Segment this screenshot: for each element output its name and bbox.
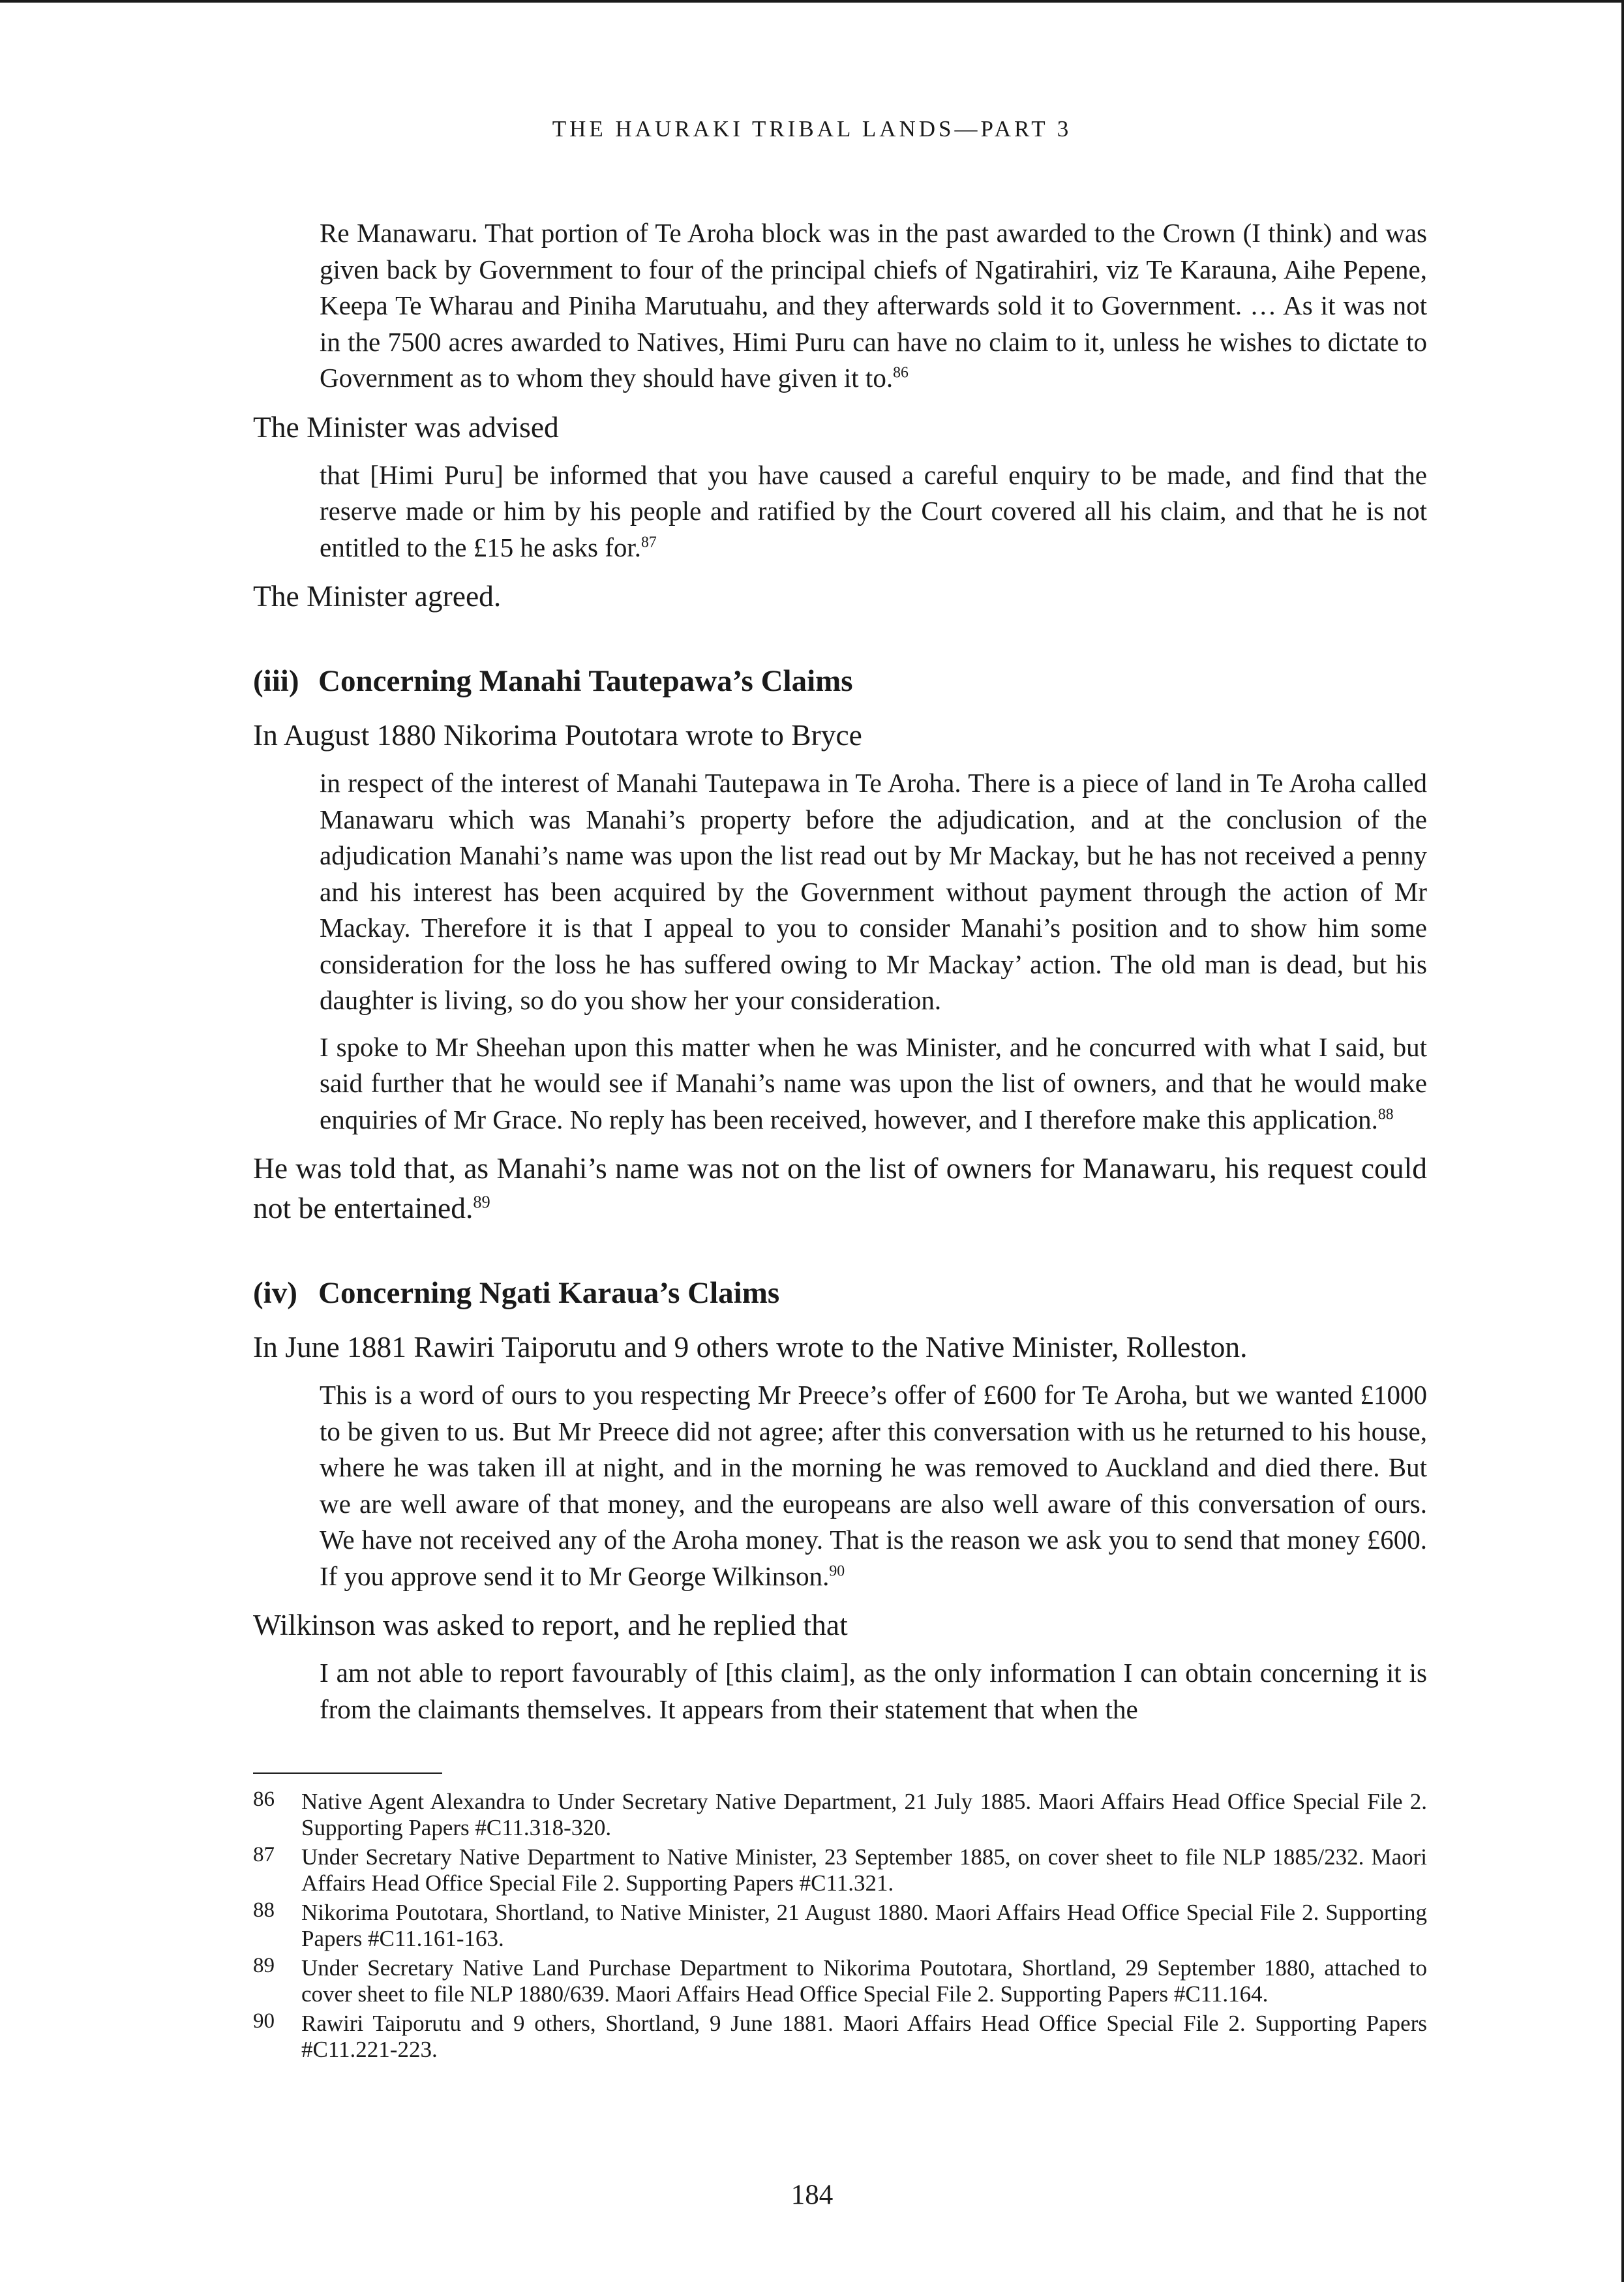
right-border: [1621, 0, 1624, 2282]
body-text: [253, 215, 1427, 1738]
footnote-number: 86: [253, 1788, 275, 1811]
paragraph: Wilkinson was asked to report, and he replied that: [253, 1608, 848, 1641]
footnote: 87 Under Secretary Native Department to Native Minister, 23 September 1885, on cover sheet to file NLP 1885/232. Maori Affairs Head Office Special File 2. Supporting Papers #C11.321.: [253, 1843, 1427, 1896]
paragraph: In June 1881 Rawiri Taiporutu and 9 others wrote to the Native Minister, Rolleston.: [253, 1330, 1248, 1363]
block-quote: that [Himi Puru] be informed that you have caused a careful enquiry to be made, and find that the reserve made or him by his people and ratified by the Court covered all his claim, and that he is not entitled to the £15 he asks for.$^{87}$: [320, 459, 1427, 562]
footnote: 89 Under Secretary Native Land Purchase Department to Nikorima Poutotara, Shortland, 29 September 1880, attached to cover sheet to file NLP 1880/639. Maori Affairs Head Office Special File 2. Supporting Papers #C11.164.: [253, 1954, 1427, 2007]
block-quote: This is a word of ours to you respecting Mr Preece’s offer of £600 for Te Aroha, but we wanted £1000 to be given to us. But Mr Preece did not agree; after this conversation with us he returned to his house, where he was taken ill at night, and in the morning he was removed to Auckland and died there. But we are well aware of that money, and the europeans are also well aware of this conversation of ours. We have not received any of the Aroha money. That is the reason we ask you to send that money £600. If you approve send it to Mr George Wilkinson.$^{90}$: [320, 1380, 1427, 1591]
block-quote: in respect of the interest of Manahi Tautepawa in Te Aroha. There is a piece of land in Te Aroha called Manawaru which was Manahi’s property before the adjudication, and at the conclusion of the adjudication Manahi’s name was upon the list read out by Mr Mackay, but he has not received a penny and his interest has been acquired by the Government without payment through the action of Mr Mackay. Therefore it is that I appeal to you to consider Manahi’s position and to show him some consideration for the loss he has suffered owing to Mr Mackay’ action. The old man is dead, but his daughter is living, so do you show her your consideration.: [320, 768, 1427, 1015]
block-quote: I spoke to Mr Sheehan upon this matter when he was Minister, and he concurred with what I said, but said further that he would see if Manahi’s name was upon the list of owners, and that he would make enquiries of Mr Grace. No reply has been received, however, and I therefore make this application.$^{88}$: [320, 1031, 1427, 1134]
footnote-number: 89: [253, 1954, 275, 1977]
paragraph: In August 1880 Nikorima Poutotara wrote to Bryce: [253, 718, 862, 752]
footnote: 90 Rawiri Taiporutu and 9 others, Shortland, 9 June 1881. Maori Affairs Head Office Special File 2. Supporting Papers #C11.221-223.: [253, 2009, 1427, 2062]
footnote-ref: 90: [829, 1562, 845, 1579]
running-head: THE HAURAKI TRIBAL LANDS—PART 3: [552, 116, 1072, 142]
footnote-ref: 88: [1377, 1105, 1394, 1123]
paragraph: The Minister was advised: [253, 410, 559, 444]
footnote-ref: 89: [473, 1191, 490, 1211]
footnote-rule: [253, 1772, 442, 1774]
block-quote: Re Manawaru. That portion of Te Aroha block was in the past awarded to the Crown (I think) and was given back by Government to four of the principal chiefs of Ngatirahiri, viz Te Karauna, Aihe Pepene, Keepa Te Wharau and Piniha Marutuahu, and they afterwards sold it to Government. … As it was not in the 7500 acres awarded to Natives, Himi Puru can have no claim to it, unless he wishes to dictate to Government as to whom they should have given it to.$^{86}$: [320, 218, 1427, 393]
footnote-number: 87: [253, 1843, 275, 1866]
paragraph: The Minister agreed.: [253, 579, 502, 613]
footnote-ref: 87: [641, 533, 657, 551]
section-heading: (iii) Concerning Manahi Tautepawa’s Claims: [253, 664, 853, 698]
section-heading: (iv) Concerning Ngati Karaua’s Claims: [253, 1276, 780, 1310]
top-border: [0, 0, 1624, 3]
footnote: 88 Nikorima Poutotara, Shortland, to Native Minister, 21 August 1880. Maori Affairs Head Office Special File 2. Supporting Papers #C11.161-163.: [253, 1898, 1427, 1951]
page-number: 184: [790, 2180, 834, 2210]
paragraph: He was told that, as Manahi’s name was not on the list of owners for Manawaru, his request could not be entertained.$^{89}$: [253, 1151, 1427, 1225]
footnote: 86 Native Agent Alexandra to Under Secretary Native Department, 21 July 1885. Maori Affairs Head Office Special File 2. Supporting Papers #C11.318-320.: [253, 1788, 1427, 1840]
footnote-ref: 86: [893, 364, 909, 382]
footnotes: [253, 1789, 1427, 2066]
footnote-number: 88: [253, 1898, 275, 1922]
footnote-number: 90: [253, 2009, 275, 2033]
block-quote: I am not able to report favourably of [this claim], as the only information I can obtain concerning it is from the claimants themselves. It appears from their statement that when the: [320, 1658, 1427, 1724]
